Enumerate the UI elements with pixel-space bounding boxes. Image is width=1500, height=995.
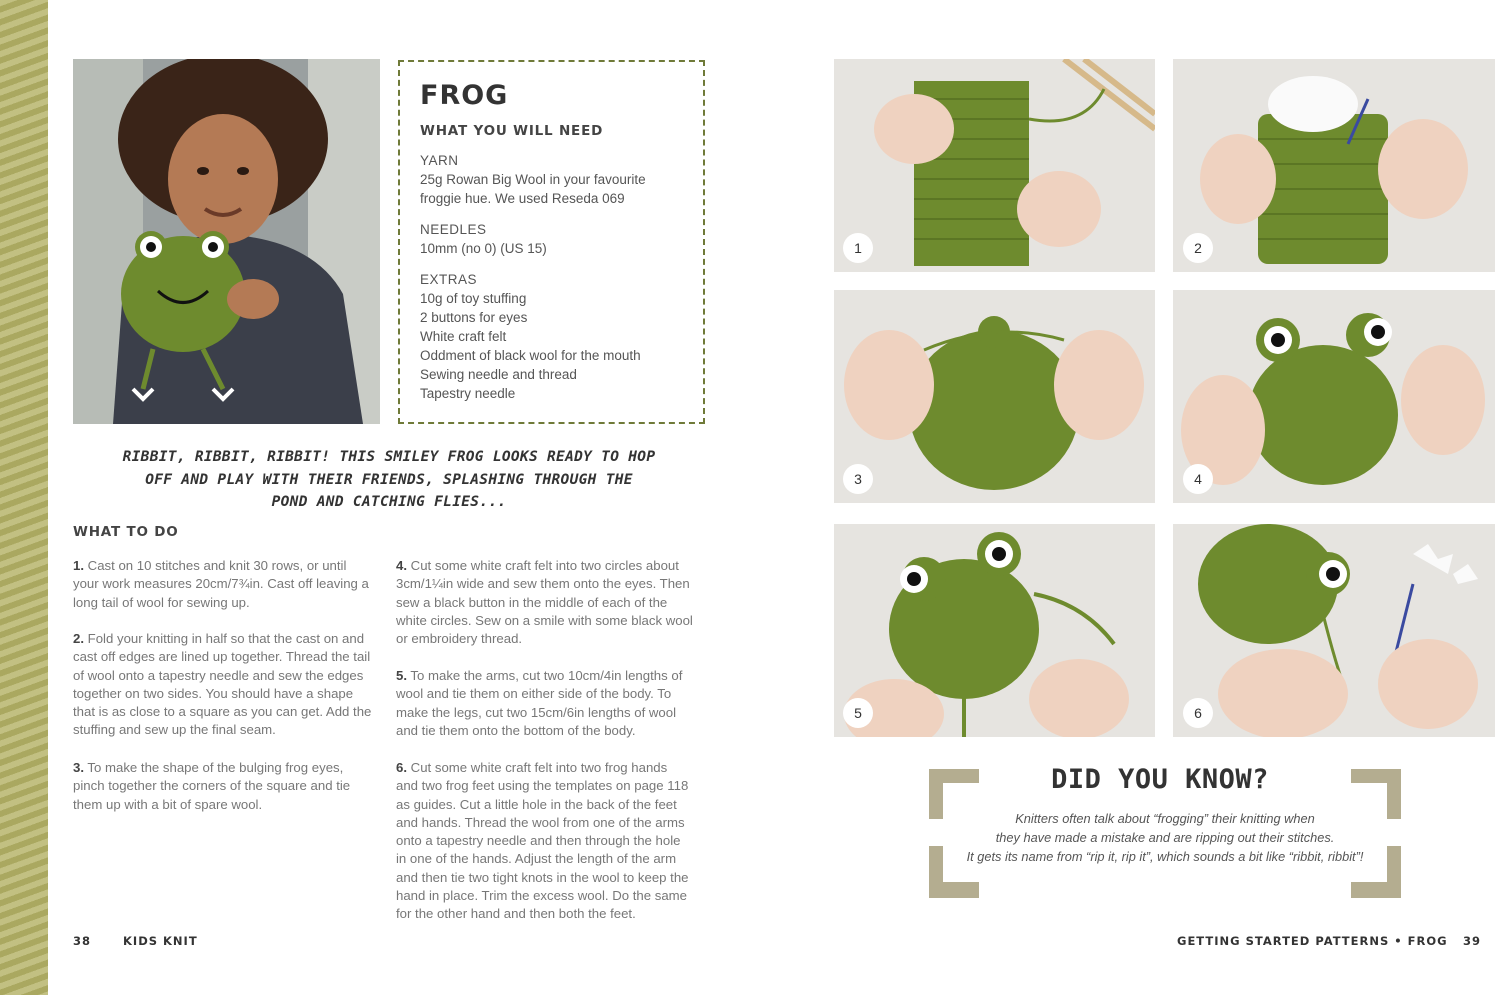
step-line: wool and tie them on either side of the body. To [396, 686, 672, 702]
step-number: 6. [396, 760, 407, 775]
step-line: them up with a bit of spare wool. [73, 796, 263, 812]
step-line: onto a tapestry needle and then through the hole [396, 833, 681, 849]
step-photo-4 [1173, 290, 1495, 503]
needs-line: 25g Rowan Big Wool in your favourite [420, 172, 646, 187]
needs-group-yarn [420, 151, 683, 208]
step-5 [396, 667, 711, 740]
step-line: white circles. Sew on a smile with some black wool [396, 612, 693, 628]
needs-line: Tapestry needle [420, 386, 516, 401]
step-photo-label: 2 [1183, 233, 1213, 263]
step-line: cast off edges are lined up together. Thread the tail [73, 649, 371, 665]
hero-photo-child-with-frog [73, 59, 380, 424]
step-line: 4. Cut some white craft felt into two circles about [396, 558, 679, 573]
step-number: 2. [73, 631, 84, 646]
needs-label: NEEDLES [420, 222, 487, 237]
needs-line: Sewing needle and thread [420, 367, 577, 382]
left-page-number: 38 [73, 934, 92, 948]
step-line: 6. Cut some white craft felt into two frog hands [396, 760, 668, 775]
did-you-know-line: they have made a mistake and are ripping out their stitches. [995, 830, 1335, 845]
needs-line: 10mm (no 0) (US 15) [420, 241, 547, 256]
step-line: 3cm/1¼in wide and sew them onto the eyes. Then [396, 576, 690, 592]
did-you-know-title: DID YOU KNOW? [1051, 764, 1269, 795]
right-page-number: 39 [1463, 934, 1482, 948]
step-line: that is as close to a square as you can get. Add the [73, 704, 372, 720]
step-number: 3. [73, 760, 84, 775]
step-photo-3 [834, 290, 1155, 503]
step-6 [396, 759, 711, 924]
step-line: as guides. Cut a little hole in the back of the feet [396, 796, 677, 812]
step-line: sew a black button in the middle of each of the [396, 594, 668, 610]
intro-line: OFF AND PLAY WITH THEIR FRIENDS, SPLASHING THROUGH THE [145, 471, 633, 488]
step-3 [73, 759, 383, 814]
step-photo-1 [834, 59, 1155, 272]
step-line: your work measures 20cm/7¾in. Cast off leaving a [73, 576, 369, 592]
step-line: and hands. Thread the wool from one of the arms [396, 814, 685, 830]
what-to-do-heading: WHAT TO DO [73, 524, 179, 540]
did-you-know-line: Knitters often talk about “frogging” their knitting when [1015, 811, 1315, 826]
step-number: 5. [396, 668, 407, 683]
needs-line: Oddment of black wool for the mouth [420, 348, 641, 363]
step-photo-label: 4 [1183, 464, 1213, 494]
step-photo-2 [1173, 59, 1495, 272]
step-photo-label: 3 [843, 464, 873, 494]
needs-heading: WHAT YOU WILL NEED [420, 123, 604, 139]
step-line: together on two sides. You should have a shape [73, 685, 354, 701]
step-line: and tie them onto the bottom of the body. [396, 722, 636, 738]
pattern-title: FROG [420, 80, 509, 111]
step-2 [73, 630, 383, 740]
step-line: 1. Cast on 10 stitches and knit 30 rows, or until [73, 558, 347, 573]
step-line: 5. To make the arms, cut two 10cm/4in lengths of [396, 668, 683, 683]
step-line: long tail of wool for sewing up. [73, 594, 250, 610]
needs-group-needles [420, 220, 683, 258]
right-running-title: GETTING STARTED PATTERNS • FROG [1177, 934, 1448, 948]
needs-label: YARN [420, 153, 459, 168]
step-line: pinch together the corners of the square and tie [73, 778, 351, 794]
step-1 [73, 557, 383, 612]
step-photo-label: 6 [1183, 698, 1213, 728]
page-spine-border [0, 0, 48, 995]
step-photo-5 [834, 524, 1155, 737]
step-line: 2. Fold your knitting in half so that the cast on and [73, 631, 365, 646]
step-number: 4. [396, 558, 407, 573]
needs-label: EXTRAS [420, 272, 478, 287]
intro-text [110, 446, 668, 514]
step-line: stuffing and sew up the final seam. [73, 722, 276, 738]
needs-group-extras [420, 270, 683, 403]
step-line: in one of the hands. Adjust the length of the arm [396, 851, 677, 867]
materials-box [398, 60, 705, 424]
step-line: for the other hand and then both the feet. [396, 906, 636, 922]
step-photo-label: 5 [843, 698, 873, 728]
step-line: of wool onto a tapestry needle and sew the edges [73, 667, 364, 683]
step-number: 1. [73, 558, 84, 573]
step-line: 3. To make the shape of the bulging frog eyes, [73, 760, 344, 775]
needs-line: 2 buttons for eyes [420, 310, 528, 325]
step-line: and two frog feet using the templates on page 118 [396, 778, 689, 794]
intro-line: POND AND CATCHING FLIES... [271, 494, 507, 510]
left-running-title: KIDS KNIT [123, 934, 198, 948]
step-line: hand in place. Trim the excess wool. Do the same [396, 888, 688, 904]
intro-line: RIBBIT, RIBBIT, RIBBIT! THIS SMILEY FROG LOOKS READY TO HOP [122, 449, 656, 465]
needs-line: froggie hue. We used Reseda 069 [420, 191, 625, 206]
did-you-know-line: It gets its name from “rip it, rip it”, which sounds a bit like “ribbit, ribbit”! [966, 849, 1364, 864]
step-line: or embroidery thread. [396, 631, 523, 647]
step-line: and then tie two tight knots in the wool to keep the [396, 869, 689, 885]
step-line: make the legs, cut two 15cm/6in lengths of wool [396, 704, 677, 720]
step-photo-6 [1173, 524, 1495, 737]
step-photo-label: 1 [843, 233, 873, 263]
needs-line: White craft felt [420, 329, 507, 344]
step-4 [396, 557, 711, 648]
needs-line: 10g of toy stuffing [420, 291, 527, 306]
